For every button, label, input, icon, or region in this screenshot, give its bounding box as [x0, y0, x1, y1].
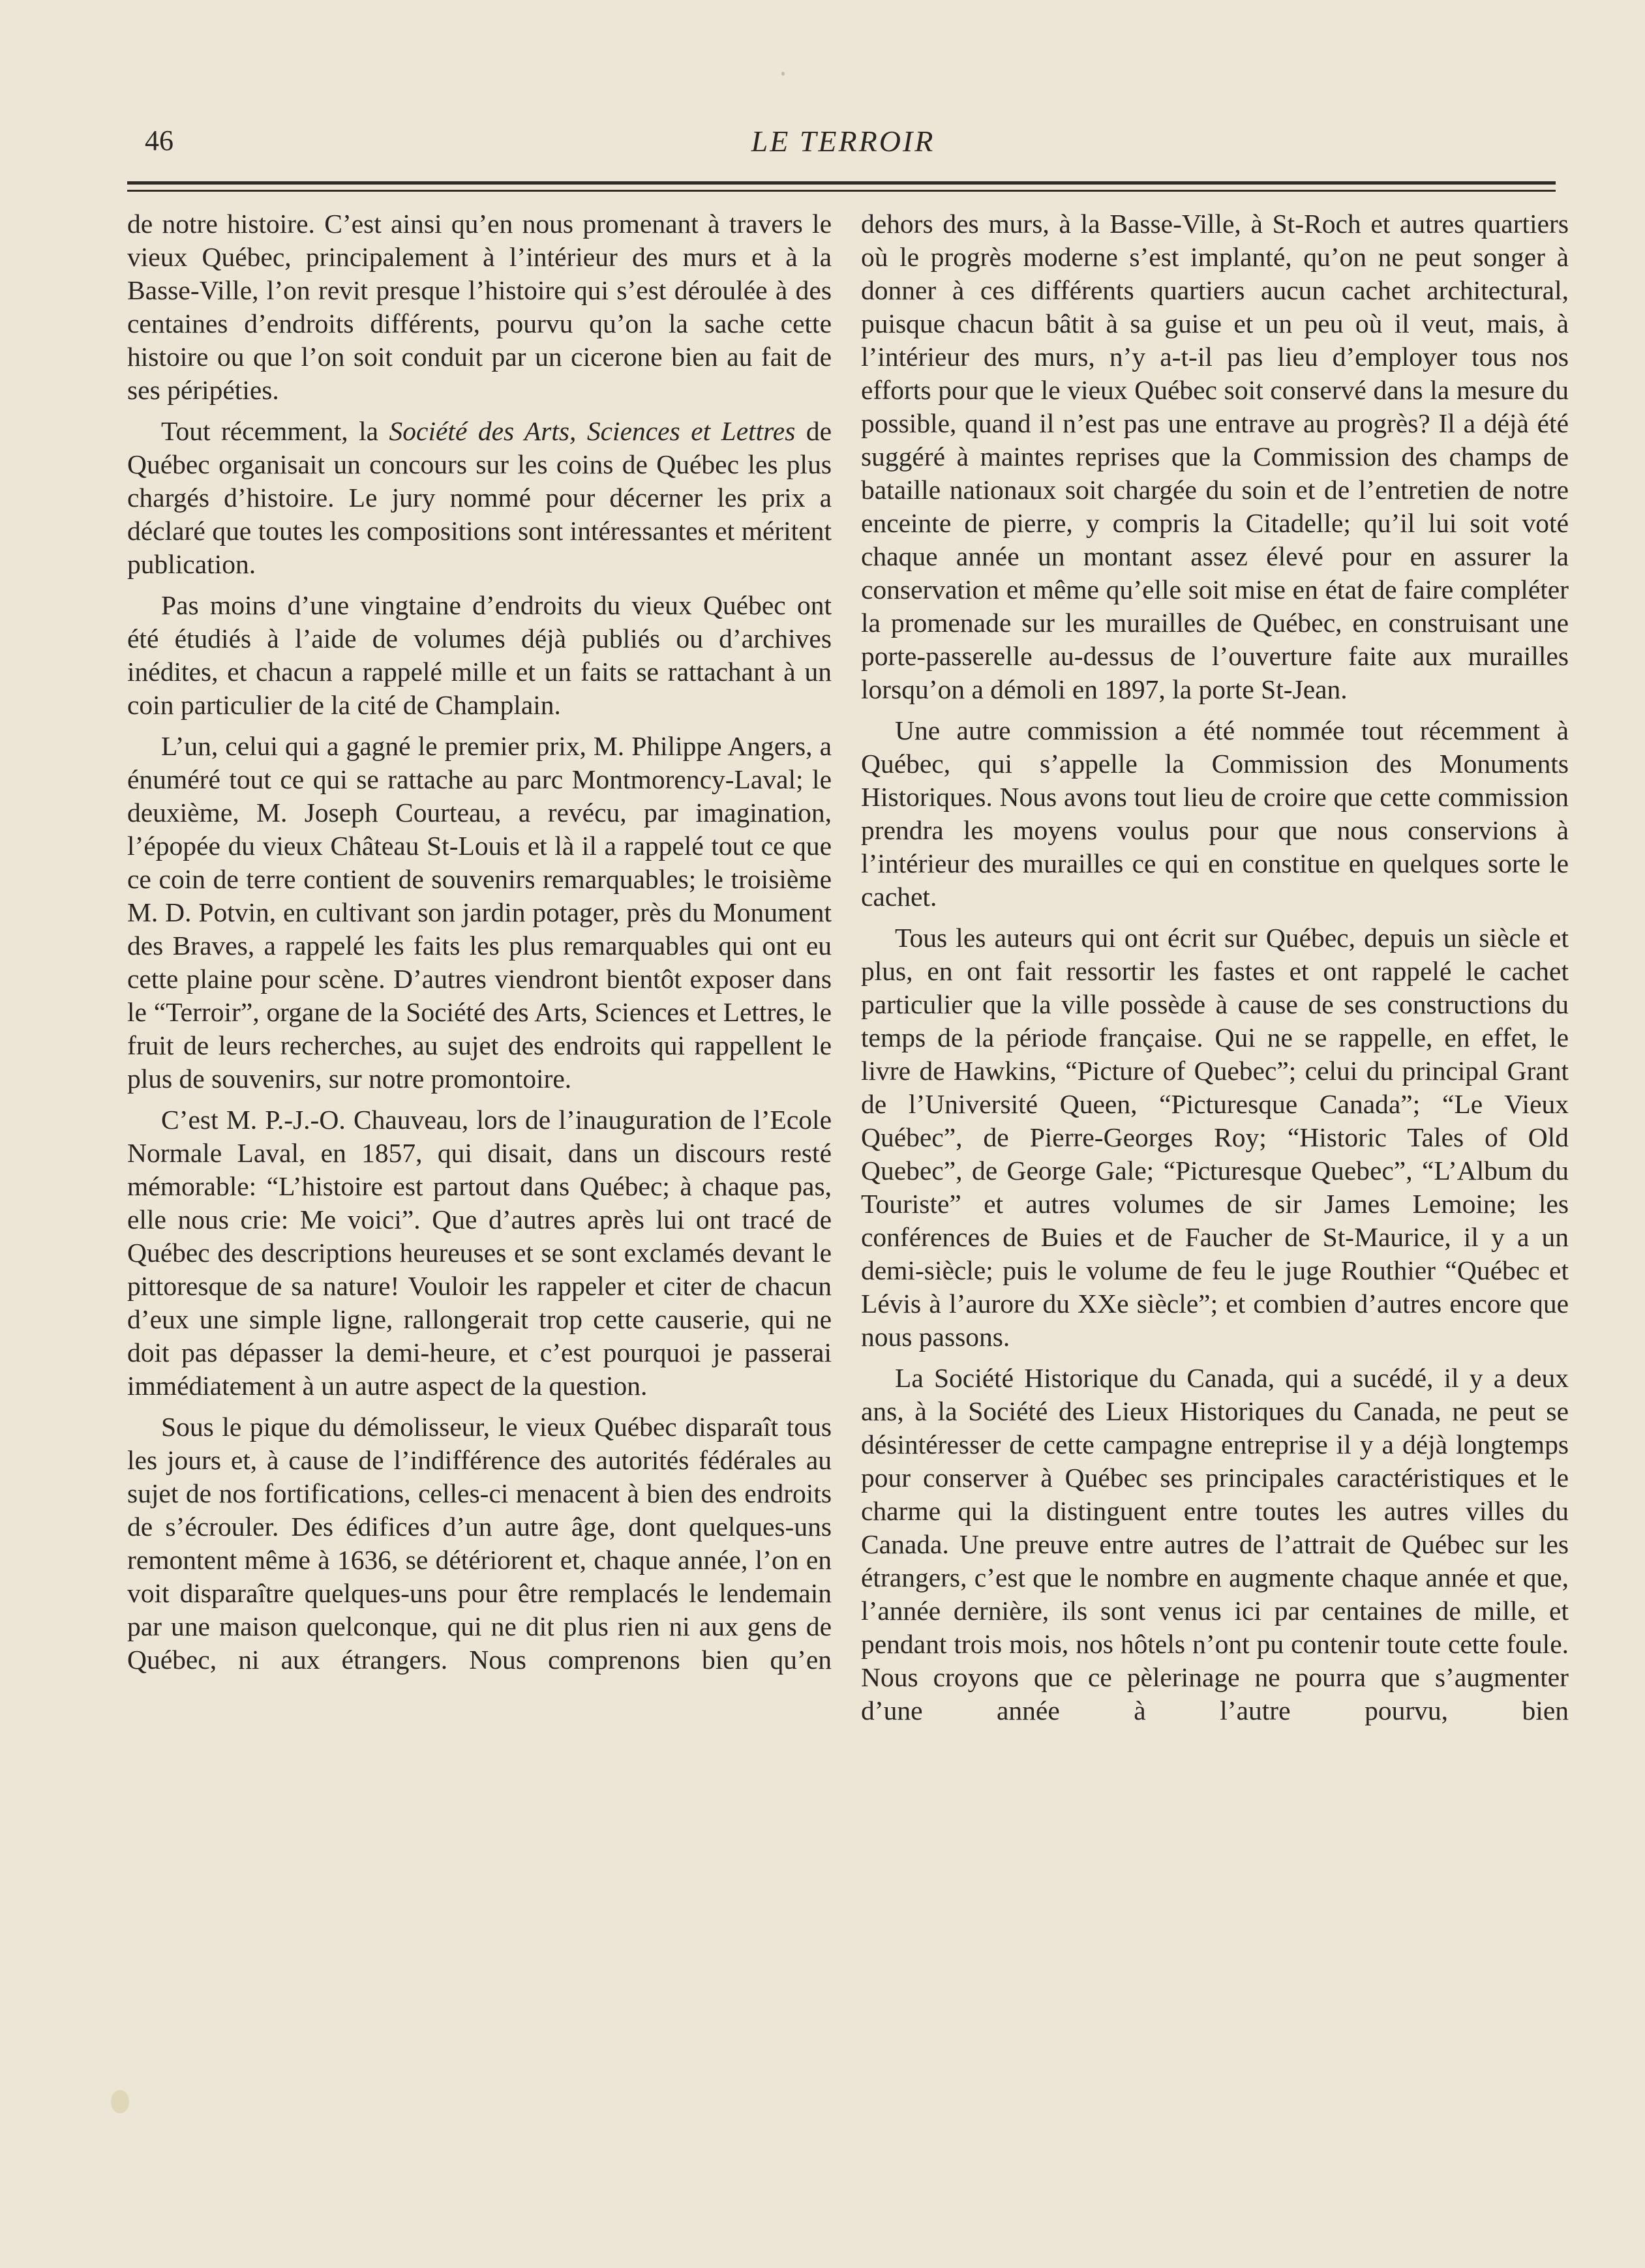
society-name: Société des Arts, Sciences et Lettres: [389, 416, 796, 446]
paragraph: Tous les auteurs qui ont écrit sur Québec, depuis un siècle et plus, en ont fait ressortir les fastes et ont rappelé le cachet particulier que la ville possède à cause de ses constructions du temps de la période française. Qui ne se rappelle, en effet, le livre de Hawkins, “Picture of Quebec”; celui du principal Grant de l’Université Queen, “Picturesque Canada”; “Le Vieux Québec”, de Pierre-Georges Roy; “Historic Tales of Old Quebec”, de George Gale; “Picturesque Quebec”, “L’Album du Touriste” et autres volumes de sir James Lemoine; les conférences de Buies et de Faucher de St-Maurice, il y a un demi-siècle; puis le volume de feu le juge Routhier “Québec et Lévis à l’aurore du XXe siècle”; et combien d’autres encore que nous passons.: [861, 923, 1569, 1352]
paragraph-text: de Québec organisait un concours sur les coins de Québec les plus chargés d’histoire. Le jury nommé pour décerner les prix a déclaré que toutes les compositions sont intéressantes et méritent publication.: [127, 416, 832, 579]
header-rule-thick: [127, 181, 1556, 185]
page-number: 46: [145, 125, 174, 157]
paragraph: L’un, celui qui a gagné le premier prix, M. Philippe Angers, a énuméré tout ce qui se rattache au parc Montmorency-Laval; le deuxième, M. Joseph Courteau, a revécu, par imagination, l’épopée du vieux Château St-Louis et là il a rappelé tout ce que ce coin de terre contient de souvenirs remarquables; le troisième M. D. Potvin, en cultivant son jardin potager, près du Monument des Braves, a rappelé les faits les plus remarquables qui ont eu cette plaine pour scène. D’autres viendront bientôt exposer dans le “Terroir”, organe de la Société des Arts, Sciences et Lettres, le fruit de leurs recherches, au sujet des endroits qui rappellent le plus de souvenirs, sur notre promontoire.: [127, 731, 832, 1094]
paragraph: dehors des murs, à la Basse-Ville, à St-Roch et autres quartiers où le progrès moderne s’est implanté, qu’on ne peut songer à donner à ces différents quartiers aucun cachet architectural, puisque chacun bâtit à sa guise et un peu où il veut, mais, à l’intérieur des murs, n’y a-t-il pas lieu d’employer tous nos efforts pour que le vieux Québec soit conservé dans la mesure du possible, quand il n’est pas une entrave au progrès? Il a déjà été suggéré à maintes reprises que la Commission des champs de bataille nationaux soit chargée du soin et de l’entretien de notre enceinte de pierre, y compris la Citadelle; qu’il lui soit voté chaque année un montant assez élevé pour en assurer la conservation et même qu’elle soit mise en état de faire compléter la promenade sur les murailles de Québec, en construisant une porte-passerelle au-dessus de l’ouverture faite aux murailles lorsqu’on a démoli en 1897, la porte St-Jean.: [861, 209, 1569, 704]
paragraph: C’est M. P.-J.-O. Chauveau, lors de l’inauguration de l’Ecole Normale Laval, en 1857, qui disait, dans un discours resté mémorable: “L’histoire est partout dans Québec; à chaque pas, elle nous crie: Me voici”. Que d’autres après lui ont tracé de Québec des descriptions heureuses et se sont exclamés devant le pittoresque de sa nature! Vouloir les rappeler et citer de chacun d’eux une simple ligne, rallongerait trop cette causerie, qui ne doit pas dépasser la demi-heure, et c’est pourquoi je passerai immédiatement à un autre aspect de la question.: [127, 1105, 832, 1401]
paragraph: Sous le pique du démolisseur, le vieux Québec disparaît tous les jours et, à cause de l’indifférence des autorités fédérales au sujet de nos fortifications, celles-ci menacent à bien des endroits de s’écrouler. Des édifices d’un autre âge, dont quelques-uns remontent même à 1636, se détériorent et, chaque année, l’on en voit disparaître quelques-uns pour être remplacés le lendemain par une maison quelconque, qui ne dit plus rien ni aux gens de Québec, ni aux étrangers. Nous comprenons bien qu’en: [127, 1412, 832, 1675]
running-title: LE TERROIR: [751, 125, 935, 158]
paragraph: La Société Historique du Canada, qui a sucédé, il y a deux ans, à la Société des Lieux Historiques du Canada, ne peut se désintéresser de cette campagne entreprise il y a déjà longtemps pour conserver à Québec ses principales caractéristiques et le charme qui la distinguent entre toutes les autres villes du Canada. Une preuve entre autres de l’attrait de Québec sur les étrangers, c’est que le nombre en augmente chaque année et que, l’année dernière, ils sont venus ici par centaines de mille, et pendant trois mois, nos hôtels n’ont pu contenir toute cette foule. Nous croyons que ce pèlerinage ne pourra que s’augmenter d’une année à l’autre pourvu, bien: [861, 1363, 1569, 1725]
paper-speck: [781, 72, 785, 76]
paragraph: Une autre commission a été nommée tout récemment à Québec, qui s’appelle la Commission des Monuments Historiques. Nous avons tout lieu de croire que cette commission prendra les moyens voulus pour que nous conservions à l’intérieur des murailles ce qui en constitue en quelques sorte le cachet.: [861, 715, 1569, 912]
paragraph: de notre histoire. C’est ainsi qu’en nous promenant à travers le vieux Québec, principalement à l’intérieur des murs et à la Basse-Ville, l’on revit presque l’histoire qui s’est déroulée à des centaines d’endroits différents, pourvu qu’on la sache cette histoire ou que l’on soit conduit par un cicerone bien au fait de ses péripéties.: [127, 209, 832, 405]
paragraph: Pas moins d’une vingtaine d’endroits du vieux Québec ont été étudiés à l’aide de volumes déjà publiés ou d’archives inédites, et chacun a rappelé mille et un faits se rattachant à un coin particulier de la cité de Champlain.: [127, 590, 832, 720]
paragraph-text: Tout récemment, la: [161, 416, 389, 446]
right-column: [861, 207, 1569, 1727]
header-rule-thin: [127, 190, 1556, 192]
paragraph: [127, 415, 832, 581]
page-header: [130, 124, 1556, 170]
left-column: [127, 207, 832, 1677]
paper-stain: [111, 2090, 129, 2113]
